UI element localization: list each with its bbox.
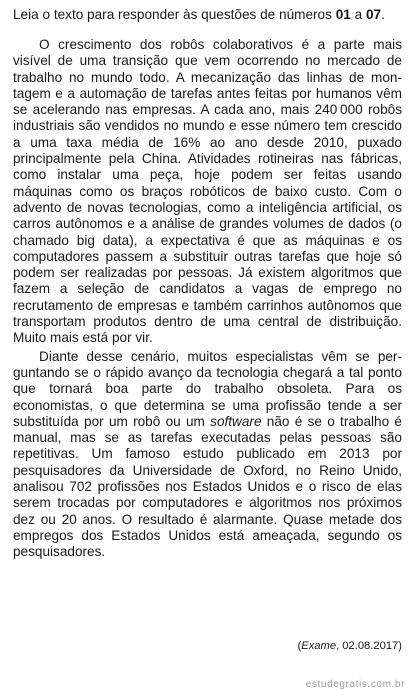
instructions-prefix: Leia o texto para responder às questões de números: [13, 7, 336, 22]
source-date: , 02.08.2017): [336, 640, 402, 652]
source-publication: Exame: [301, 640, 337, 652]
site-watermark: estudegratis.com.br: [305, 679, 405, 690]
paragraph-text: Diante desse cenário, muitos especialistas vêm se perguntando se o rápido avanço da tecnologia chegará a tal ponto que tornará boa parte do trabalho obsoleta. Para os economistas, o que determina se uma profissão tende a ser substituída por um robô ou um: [13, 348, 402, 429]
paragraph-text: O crescimento dos robôs colaborativos é a parte mais visível de uma transição que vem ocorrendo no mercado de trabalho no mundo todo. A mecanização das linhas de montagem e a automação de tarefas antes feitas por humanos vêm se acelerando nas empresas. A cada ano, mais 240 000 robôs industriais são vendidos no mundo e esse número tem crescido a uma taxa média de 16% ao ano desde 2010, puxado principalmente pela China. Atividades rotineiras nas fábricas, como instalar uma peça, hoje podem ser feitas usando máquinas como os braços robóticos de baixo custo. Com o advento de novas tecnologias, como a inteligência artificial, os carros autônomos e a análise de grandes volumes de dados (o chamado big data), a expectativa é que as máquinas e os computadores passem a substituir outras tarefas que hoje só podem ser realizadas por pessoas. Já existem algoritmos que fazem a seleção de candidatos a vagas de emprego no recrutamento de empresas e também carrinhos autônomos que transportam produtos dentro de uma central de distribuição. Muito mais está por vir.: [13, 37, 402, 346]
article-paragraph: [13, 37, 402, 347]
instructions-line: [13, 6, 402, 24]
paragraph-text: não é se o trabalho é manual, mas se as tarefas executadas pelas pessoas são repetitivas. Um famoso estudo publicado em 2013 por pesquisadores da Universidade de Oxford, no Reino Unido, analisou 702 profissões nos Estados Unidos e o risco de elas serem trocadas por computadores e algoritmos nos próximos dez ou 20 anos. O resultado é alarmante. Quase metade dos empregos dos Estados Unidos está ameaçada, segundo os pesquisadores.: [13, 413, 402, 560]
document-page: [13, 6, 402, 561]
article-paragraph: [13, 349, 402, 561]
question-range-end: 07: [365, 7, 382, 22]
source-open: (: [297, 640, 302, 652]
article-body: [13, 37, 402, 561]
instructions-suffix: .: [381, 7, 385, 22]
question-range-start: 01: [335, 7, 351, 22]
source-citation: [298, 639, 403, 653]
italic-term: software: [210, 413, 262, 429]
instructions-middle: a: [350, 7, 366, 22]
